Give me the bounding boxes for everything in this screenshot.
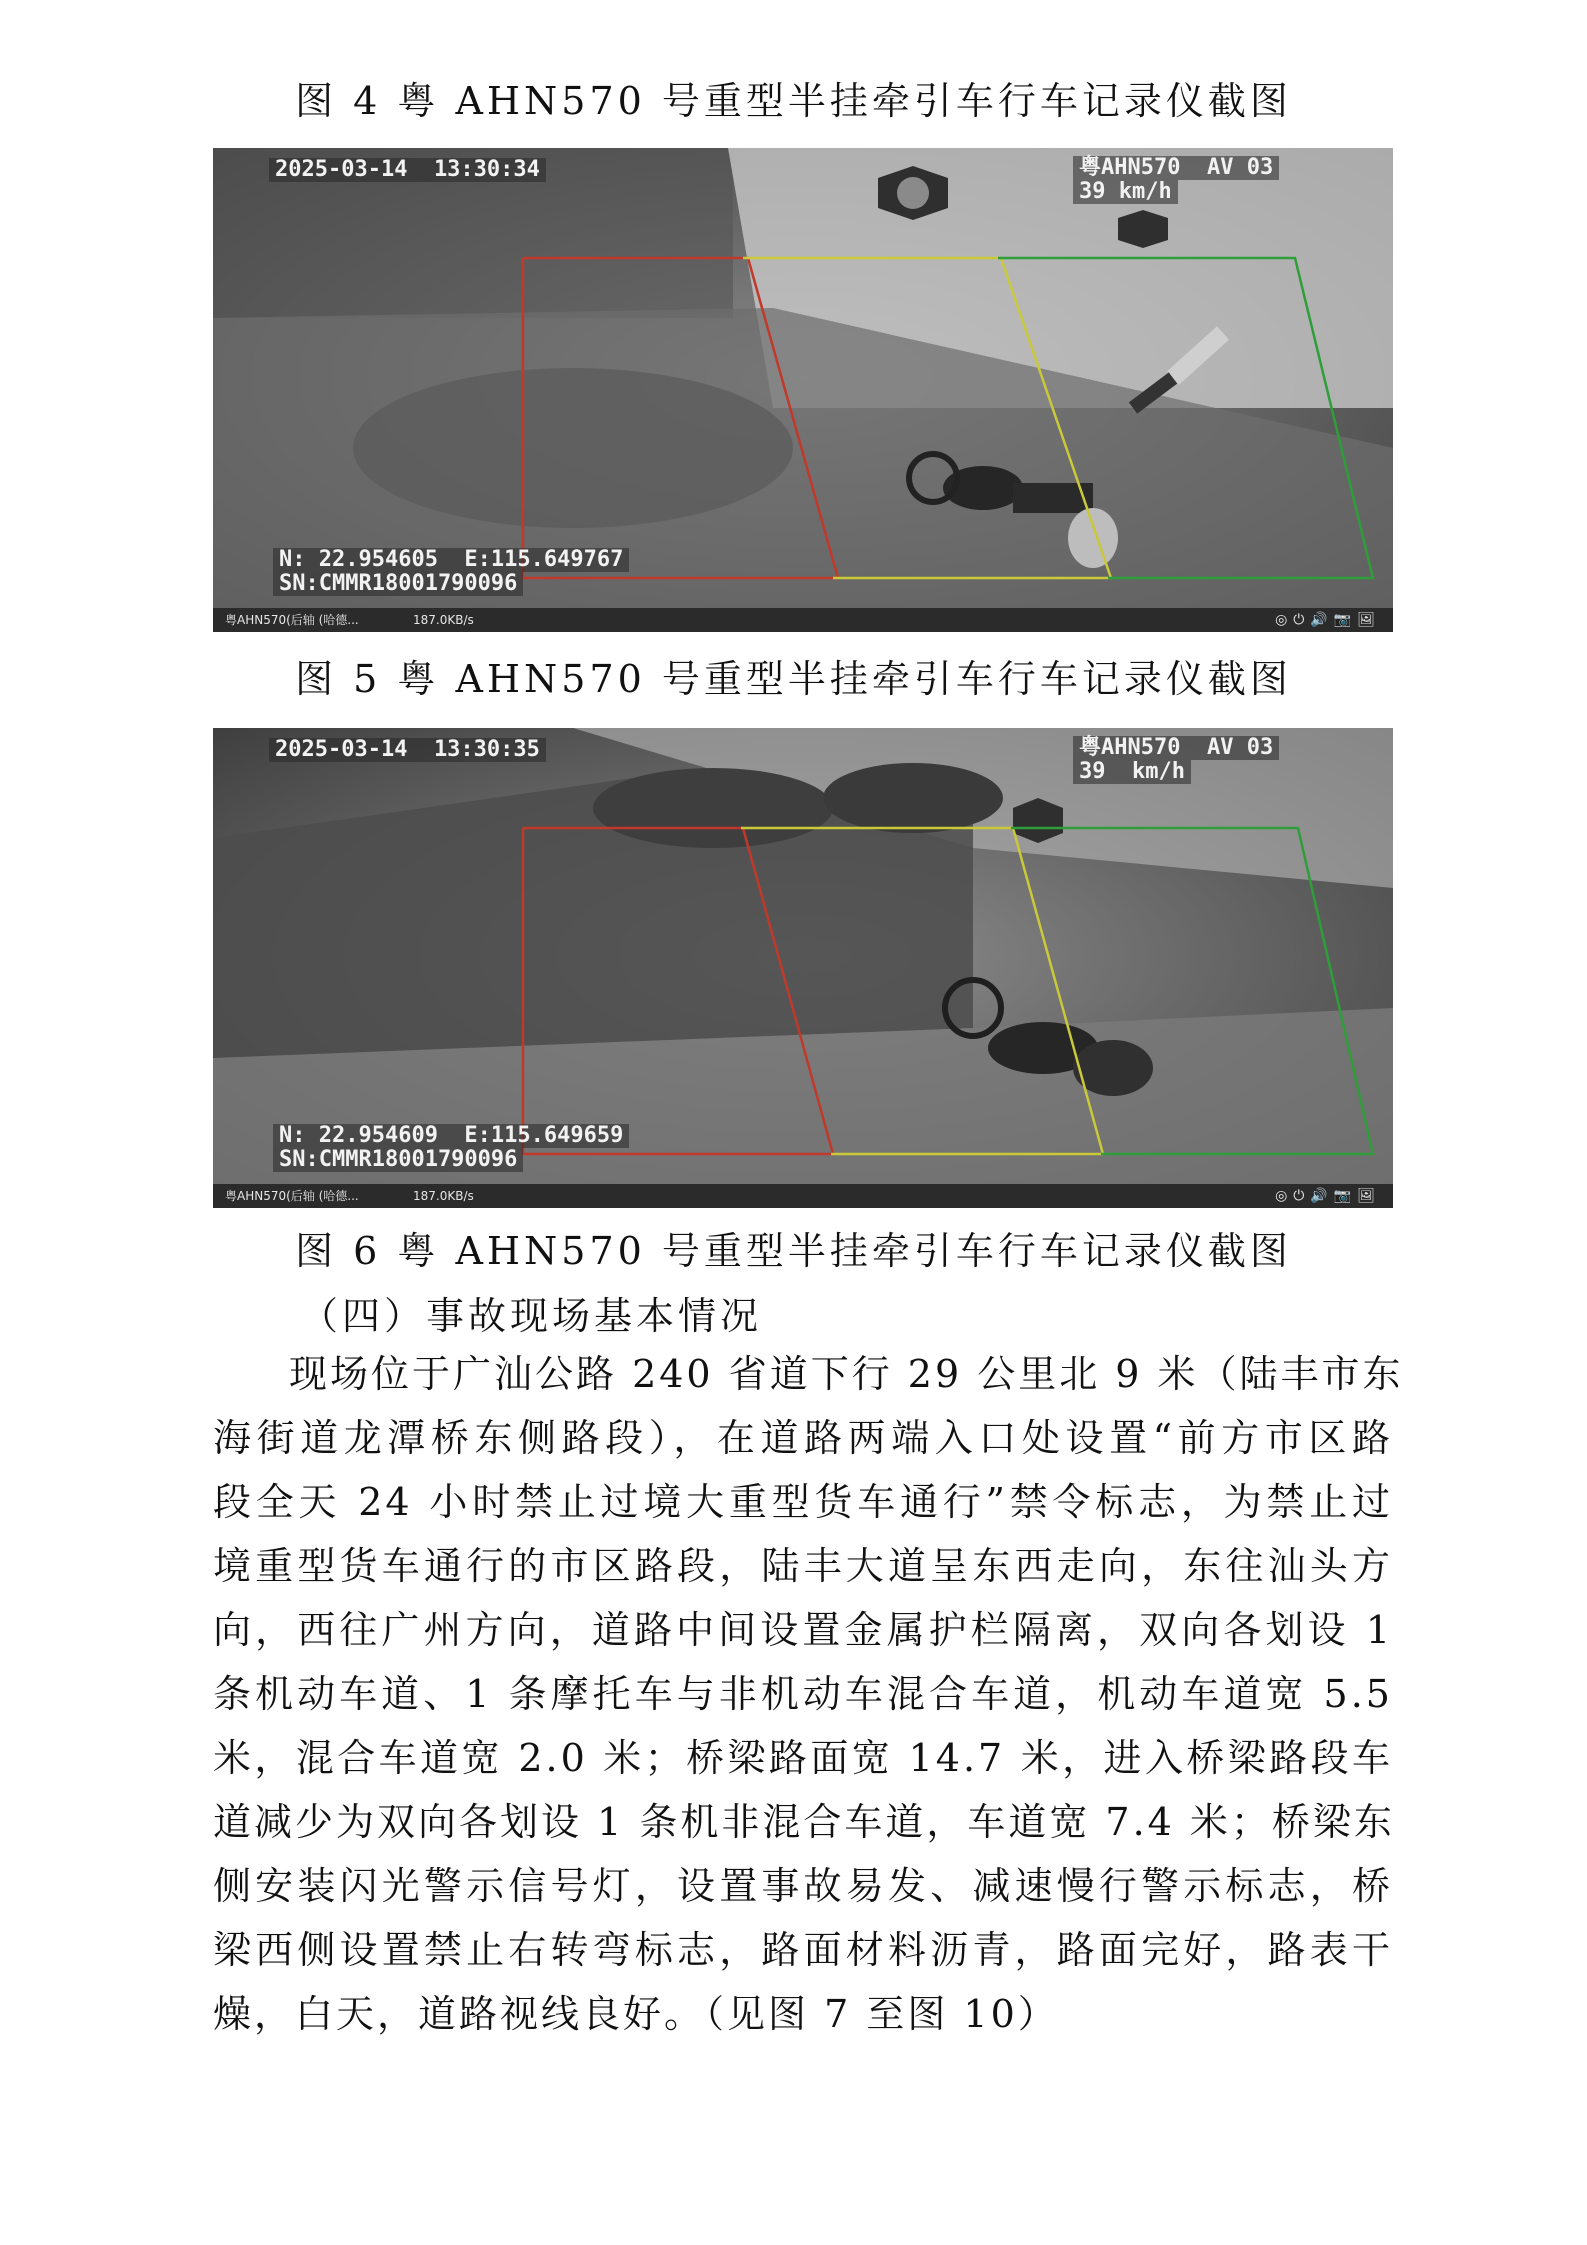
dashcam-screenshot-2: [213, 728, 1393, 1208]
osd-plate: 粤AHN570 AV 03: [1073, 736, 1279, 760]
paragraph-line: 侧安装闪光警示信号灯，设置事故易发、减速慢行警示标志，桥: [213, 1864, 1393, 1908]
status-channel: 粤AHN570(后轴 (哈德...: [225, 1189, 359, 1203]
osd-speed: 39 km/h: [1073, 180, 1178, 204]
player-controls-icon[interactable]: ◎⏻🔊📷🖼: [1275, 1188, 1381, 1204]
osd-serial: SN:CMMR18001790096: [273, 1148, 523, 1172]
section-heading: （四）事故现场基本情况: [300, 1294, 763, 1338]
dashcam-scene-1: [213, 148, 1393, 608]
figure-6-caption: 图 6 粤 AHN570 号重型半挂牵引车行车记录仪截图: [295, 1229, 1292, 1273]
osd-coordinates: N: 22.954605 E:115.649767: [273, 548, 629, 572]
osd-timestamp: 2025-03-14 13:30:34: [269, 158, 546, 182]
figure-5-caption: 图 5 粤 AHN570 号重型半挂牵引车行车记录仪截图: [295, 657, 1292, 701]
player-controls-icon[interactable]: ◎⏻🔊📷🖼: [1275, 612, 1381, 628]
paragraph-line: 条机动车道、1 条摩托车与非机动车混合车道，机动车道宽 5.5: [213, 1672, 1393, 1716]
body-paragraph: [213, 1342, 1404, 2046]
player-status-bar: [213, 1184, 1393, 1208]
dashcam-screenshot-1: [213, 148, 1393, 632]
status-channel: 粤AHN570(后轴 (哈德...: [225, 613, 359, 627]
player-status-bar: [213, 608, 1393, 632]
figure-4-caption: 图 4 粤 AHN570 号重型半挂牵引车行车记录仪截图: [295, 79, 1292, 123]
paragraph-line: 梁西侧设置禁止右转弯标志，路面材料沥青，路面完好，路表干: [213, 1928, 1393, 1972]
osd-timestamp: 2025-03-14 13:30:35: [269, 738, 546, 762]
paragraph-line: 海街道龙潭桥东侧路段），在道路两端入口处设置“前方市区路: [213, 1416, 1393, 1460]
paragraph-line: 向，西往广州方向，道路中间设置金属护栏隔离，双向各划设 1: [213, 1608, 1393, 1652]
paragraph-line: 现场位于广汕公路 240 省道下行 29 公里北 9 米（陆丰市东: [289, 1352, 1404, 1396]
paragraph-line: 米，混合车道宽 2.0 米；桥梁路面宽 14.7 米，进入桥梁路段车: [213, 1736, 1393, 1780]
paragraph-line: 境重型货车通行的市区路段，陆丰大道呈东西走向，东往汕头方: [213, 1544, 1393, 1588]
status-bitrate: 187.0KB/s: [413, 1189, 474, 1203]
osd-speed: 39 km/h: [1073, 760, 1191, 784]
osd-coordinates: N: 22.954609 E:115.649659: [273, 1124, 629, 1148]
paragraph-line: 燥，白天，道路视线良好。（见图 7 至图 10）: [213, 1992, 1059, 2036]
osd-serial: SN:CMMR18001790096: [273, 572, 523, 596]
osd-plate: 粤AHN570 AV 03: [1073, 156, 1279, 180]
paragraph-line: 段全天 24 小时禁止过境大重型货车通行”禁令标志，为禁止过: [213, 1480, 1393, 1524]
dashcam-scene-2: [213, 728, 1393, 1184]
paragraph-line: 道减少为双向各划设 1 条机非混合车道，车道宽 7.4 米；桥梁东: [213, 1800, 1395, 1844]
status-bitrate: 187.0KB/s: [413, 613, 474, 627]
